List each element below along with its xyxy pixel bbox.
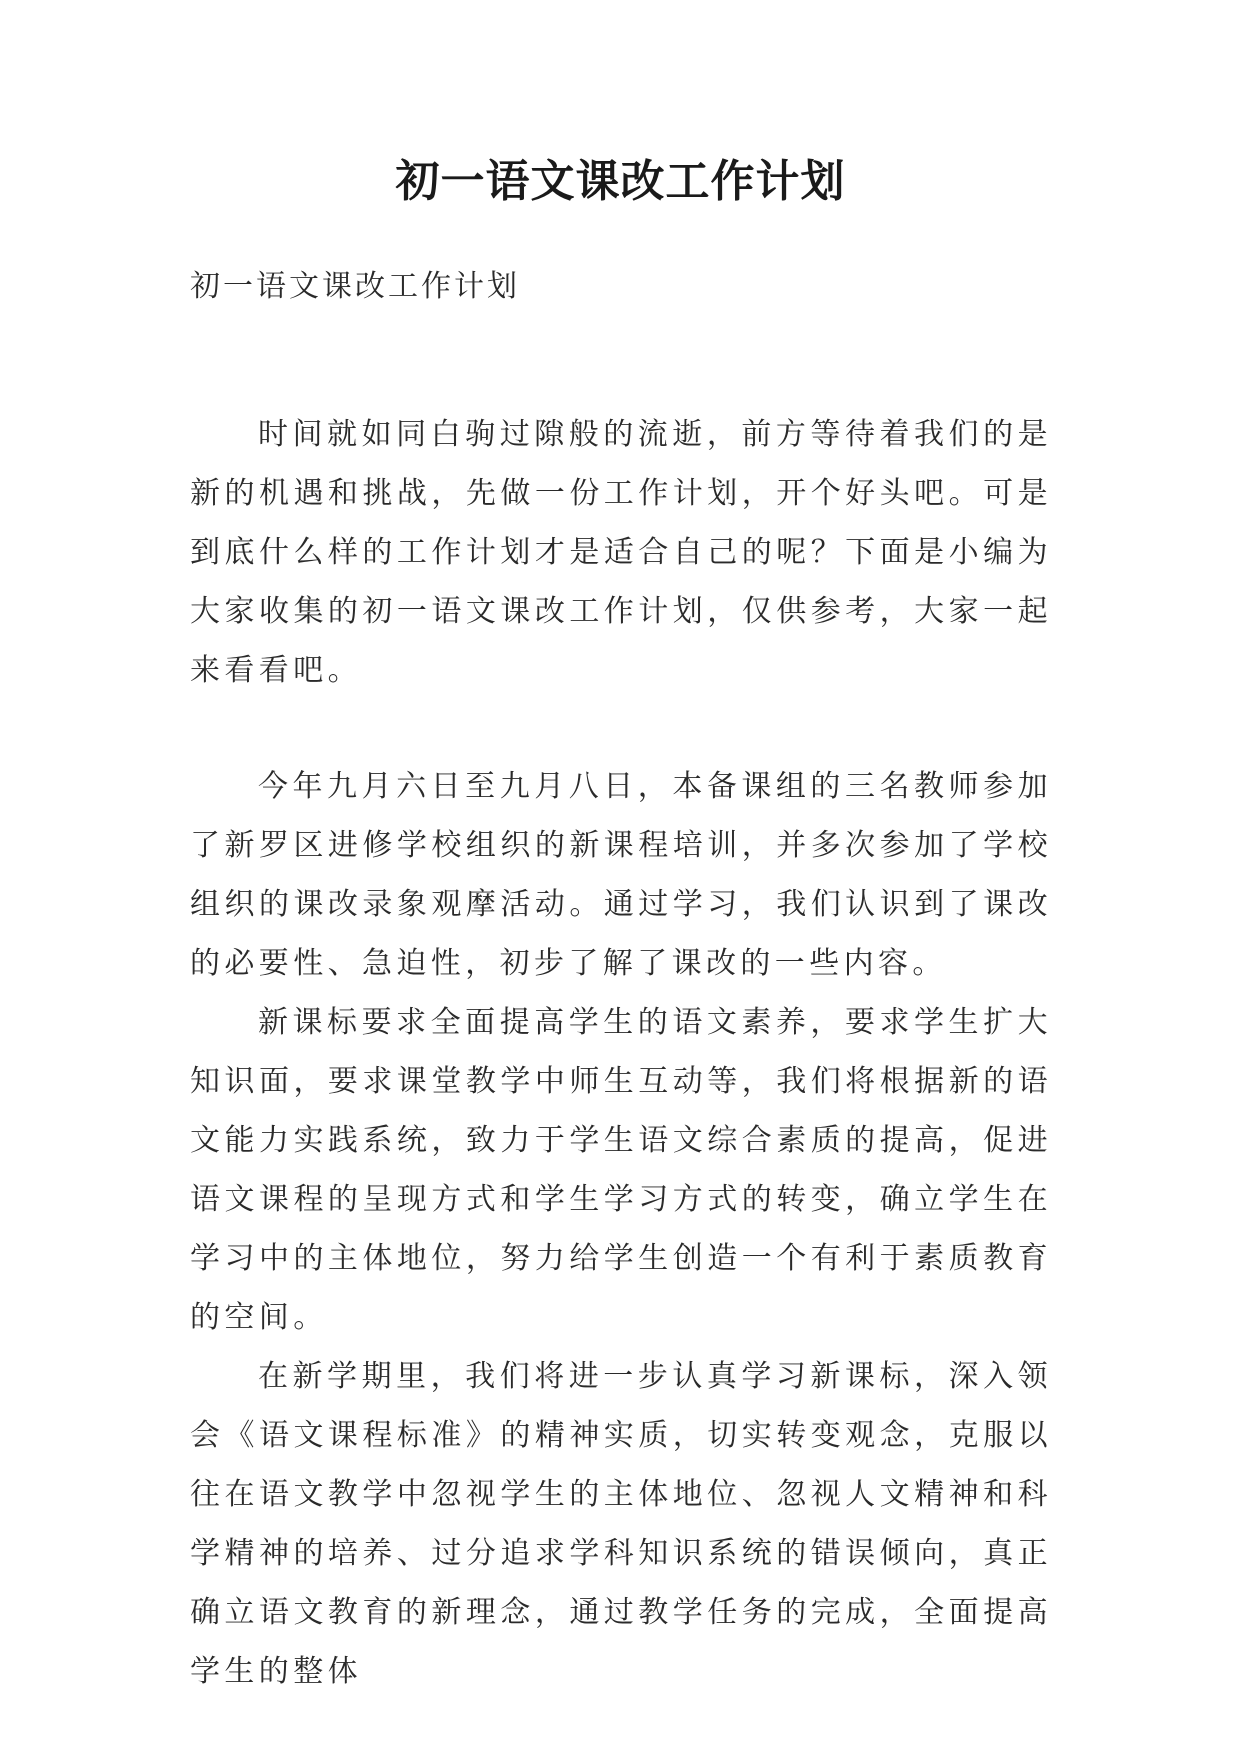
content-block bbox=[190, 757, 1052, 1701]
intro-block bbox=[190, 405, 1052, 700]
document-title: 初一语文课改工作计划 bbox=[395, 156, 846, 207]
document-subtitle: 初一语文课改工作计划 bbox=[190, 269, 520, 304]
body-paragraph-3: 在新学期里，我们将进一步认真学习新课标，深入领会《语文课程标准》的精神实质，切实转变观念，克服以往在语文教学中忽视学生的主体地位、忽视人文精神和科学精神的培养、过分追求学科知识系统的错误倾向，真正确立语文教育的新理念，通过教学任务的完成，全面提高学生的整体 bbox=[190, 1359, 1052, 1689]
body-paragraph-1: 今年九月六日至九月八日，本备课组的三名教师参加了新罗区进修学校组织的新课程培训，并多次参加了学校组织的课改录象观摩活动。通过学习，我们认识到了课改的必要性、急迫性，初步了解了课改的一些内容。 bbox=[190, 769, 1052, 981]
intro-paragraph: 时间就如同白驹过隙般的流逝，前方等待着我们的是新的机遇和挑战，先做一份工作计划，开个好头吧。可是到底什么样的工作计划才是适合自己的呢？下面是小编为大家收集的初一语文课改工作计划，仅供参考，大家一起来看看吧。 bbox=[190, 417, 1052, 688]
body-paragraph-2: 新课标要求全面提高学生的语文素养，要求学生扩大知识面，要求课堂教学中师生互动等，我们将根据新的语文能力实践系统，致力于学生语文综合素质的提高，促进语文课程的呈现方式和学生学习方式的转变，确立学生在学习中的主体地位，努力给学生创造一个有利于素质教育的空间。 bbox=[190, 1005, 1052, 1335]
